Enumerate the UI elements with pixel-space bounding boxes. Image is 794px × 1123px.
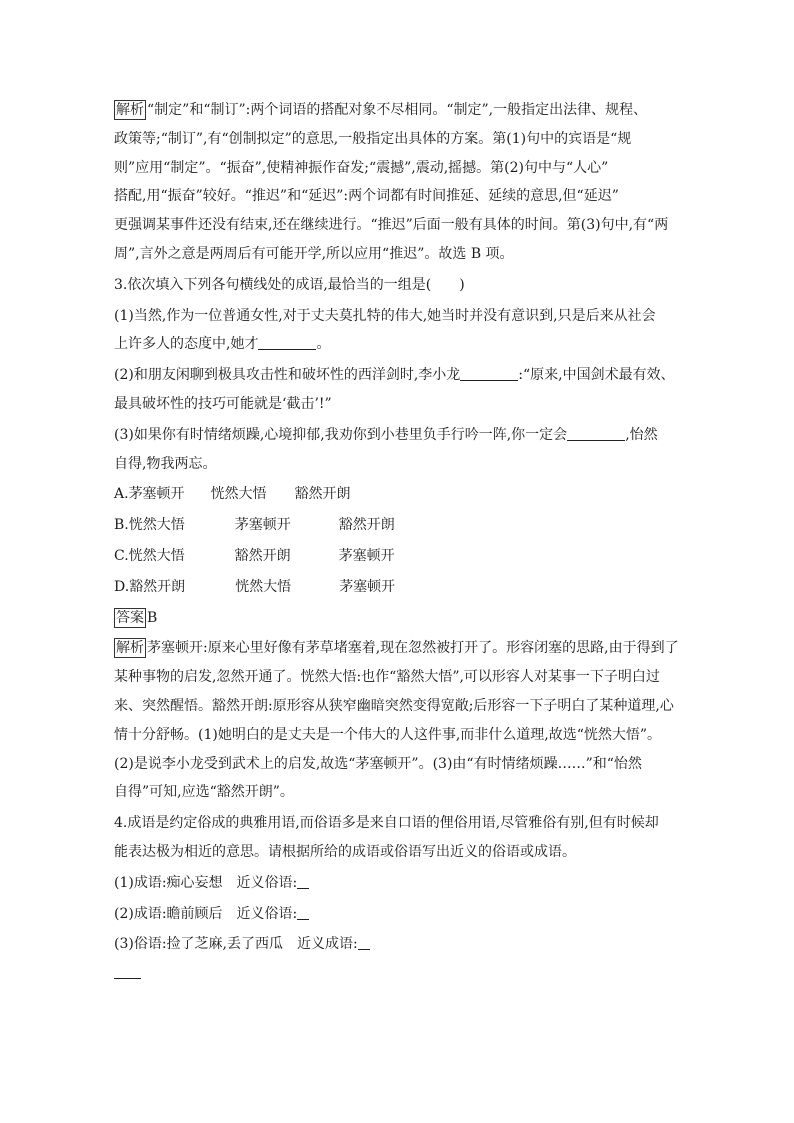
q3-sentence-2a: (2)和朋友闲聊到极具攻击性和破坏性的西洋剑时,李小龙 :“原来,中国剑术最有效、 bbox=[114, 367, 675, 384]
q3-sentence-3b: 自得,物我两忘。 bbox=[114, 455, 217, 472]
q3-analysis-line-4: 情十分舒畅。(1)她明白的是丈夫是一个伟大的人这件事,而非什么道理,故选“恍然大悟”。 bbox=[114, 726, 662, 743]
q4-item-2: (2)成语:瞻前顾后 近义俗语: bbox=[114, 900, 694, 929]
answer-value: B bbox=[147, 609, 158, 626]
q4-item-1: (1)成语:痴心妄想 近义俗语: bbox=[114, 869, 694, 898]
q3-analysis-line-3: 来、突然醒悟。豁然开朗:原形容从狭窄幽暗突然变得宽敞;后形容一下子明白了某种道理,心 bbox=[114, 697, 674, 714]
q4-trailing-line bbox=[114, 961, 694, 990]
q2-analysis-line-5: 更强调某事件还没有结束,还在继续进行。“推迟”后面一般有具体的时间。第(3)句中,有“两 bbox=[114, 217, 669, 234]
answer-tag: 答案 bbox=[116, 609, 144, 626]
q3-sentence-2b: 最具破坏性的技巧可能就是‘截击’!” bbox=[114, 395, 332, 412]
option-d[interactable]: D. 豁然开朗 恍然大悟 茅塞顿开 bbox=[114, 578, 396, 595]
document-page bbox=[114, 96, 694, 990]
q3-blank-2[interactable] bbox=[460, 366, 518, 381]
q3-analysis-line-1: 解析 茅塞顿开:原来心里好像有茅草堵塞着,现在忽然被打开了。形容闭塞的思路,由于得到了 bbox=[116, 640, 679, 657]
q2-analysis-line-2: 政策等;“制订”,有“创制拟定”的意思,一般指定出具体的方案。第(1)句中的宾语是“规 bbox=[114, 130, 632, 147]
q4-blank-1[interactable] bbox=[297, 874, 309, 889]
option-b[interactable]: B. 恍然大悟 茅塞顿开 豁然开朗 bbox=[114, 517, 395, 534]
analysis-tag: 解析 bbox=[116, 102, 144, 118]
q3-answer bbox=[114, 604, 694, 633]
q3-blank-1[interactable] bbox=[258, 335, 316, 350]
q3-analysis-line-5: (2)是说李小龙受到武术上的启发,故选“茅塞顿开”。(3)由“有时情绪烦躁……”和“怡然 bbox=[114, 755, 642, 772]
q3-analysis-line-6: 自得”可知,应选“豁然开朗”。 bbox=[114, 784, 294, 801]
q3-sentence-1b: 上许多人的态度中,她才 。 bbox=[114, 336, 331, 353]
q3-stem: 3.依次填入下列各句横线处的成语,最恰当的一组是( ) bbox=[114, 276, 465, 293]
analysis-tag: 解析 bbox=[116, 640, 144, 657]
q2-analysis-line-4: 搭配,用“振奋”较好。“推迟”和“延迟”:两个词都有时间推延、延续的意思,但“延迟” bbox=[114, 188, 619, 205]
q2-analysis-line-6: 周”,言外之意是两周后有可能开学,所以应用“推迟”。故选 B 项。 bbox=[114, 245, 514, 262]
q3-blank-3[interactable] bbox=[567, 426, 625, 441]
answer-line[interactable] bbox=[114, 964, 141, 979]
q3-sentence-3a: (3)如果你有时情绪烦躁,心境抑郁,我劝你到小巷里负手行吟一阵,你一定会 ,怡然 bbox=[114, 426, 658, 443]
q4-stem-a: 4.成语是约定俗成的典雅用语,而俗语多是来自口语的俚俗用语,尽管雅俗有别,但有时候却 bbox=[114, 815, 659, 832]
q4-blank-2[interactable] bbox=[297, 905, 309, 920]
q2-analysis-line-3: 则”应用“制定”。“振奋”,使精神振作奋发;“震撼”,震动,摇撼。第(2)句中与“人心” bbox=[114, 159, 609, 176]
q2-analysis-line-1: 解析 “制定”和“制订”:两个词语的搭配对象不尽相同。“制定”,一般指定出法律、规程、 bbox=[116, 102, 648, 118]
option-c[interactable]: C. 恍然大悟 豁然开朗 茅塞顿开 bbox=[114, 547, 395, 564]
q4-blank-3[interactable] bbox=[358, 935, 370, 950]
q3-sentence-1a: (1)当然,作为一位普通女性,对于丈夫莫扎特的伟大,她当时并没有意识到,只是后来从社会 bbox=[114, 307, 656, 324]
q3-analysis-line-2: 某种事物的启发,忽然开通了。恍然大悟:也作“豁然大悟”,可以形容人对某事一下子明白过 bbox=[114, 669, 660, 686]
option-a[interactable]: A. 茅塞顿开 恍然大悟 豁然开朗 bbox=[114, 486, 351, 503]
q4-stem-b: 能表达极为相近的意思。请根据所给的成语或俗语写出近义的俗语或成语。 bbox=[114, 843, 576, 860]
q4-item-3: (3)俗语:捡了芝麻,丢了西瓜 近义成语: bbox=[114, 930, 694, 959]
